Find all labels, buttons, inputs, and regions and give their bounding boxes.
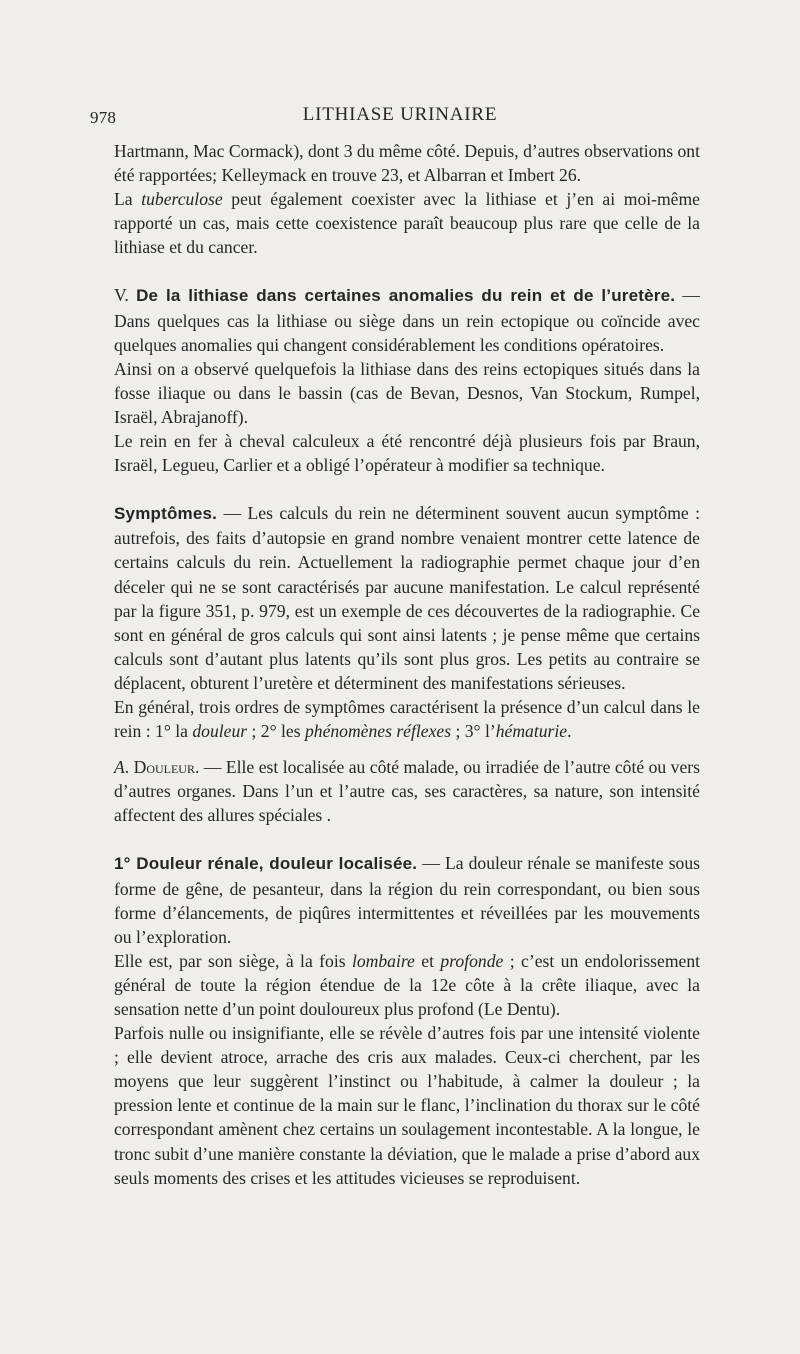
italic-term: douleur xyxy=(192,721,248,742)
italic-term: lombaire xyxy=(351,950,415,971)
paragraph-text: Parfois nulle ou insignifiante, elle se révèle d’autres fois par une intensité violente ; elle devient atroce, arrache des cris aux malades. Ceux-ci cherchent, par les moyens que leur suggèrent l’instinct ou l’habitude, à calmer la douleur ; la pression lente et continue de la main sur le flanc, l’inclination du thorax sur le côté correspondant amènent chez certains un soulagement incontestable. A la longue, le tronc subit d’une manière constante la déviation, que le malade a prise d’abord aux seuls moments des crises et les attitudes vicieuses se reproduisent. xyxy=(114,1023,700,1188)
paragraph-text: Elle est, par son siège, à la fois xyxy=(114,950,352,971)
paragraph-text: Ainsi on a observé quelquefois la lithiase dans des reins ectopiques situés dans la fosse iliaque ou dans le bassin (cas de Bevan, Desnos, Van Stockum, Rumpel, Israël, Abrajanoff). xyxy=(114,358,700,427)
italic-term: profonde xyxy=(440,950,504,971)
paragraph-observations xyxy=(114,139,700,187)
section-douleur-renale xyxy=(114,851,700,948)
paragraph-text: En général, trois ordres de symptômes caractérisent la présence d’un calcul dans le rein : 1° la xyxy=(114,696,700,742)
paragraph-text: — Les calculs du rein ne déterminent souvent aucun symptôme : autrefois, des faits d’autopsie en grand nombre venaient montrer cette latence de certains calculs du rein. Actuellement la radiographie permet chaque jour d’en déceler qui ne se sont caractérisés par aucune manifestation. Le calcul représenté par la figure 351, p. 979, est un exemple de ces découvertes de la radiographie. Ce sont en général de gros calculs qui sont ainsi latents ; je pense même que certains calculs sont d’autant plus latents qu’ils sont plus gros. Les petits au contraire se déplacent, obturent l’uretère et déterminent des manifestations sérieuses. xyxy=(114,503,700,693)
paragraph-gap xyxy=(114,827,700,851)
paragraph-text: — La douleur rénale se manifeste sous forme de gêne, de pesanteur, dans la région du rein correspondant, ou bien sous forme d’élancements, de piqûres intermittentes et réveillées par les mouvements ou l’exploration. xyxy=(114,853,700,947)
section-heading: Symptômes. xyxy=(114,504,218,524)
paragraph-text: — Elle est localisée au côté malade, ou irradiée de l’autre côté ou vers d’autres organes. Dans l’un et l’autre cas, ses caractères, sa nature, son intensité affectent des allures spéciales . xyxy=(114,757,700,826)
section-letter: A xyxy=(114,757,125,778)
italic-term: hématurie xyxy=(495,721,568,742)
italic-term: phénomènes réflexes xyxy=(304,721,452,742)
paragraph-text: ; 2° les xyxy=(247,721,305,742)
paragraph-horseshoe xyxy=(114,429,700,477)
paragraph-text: ; 3° l’ xyxy=(451,721,496,742)
paragraph-text: peut également coexister avec la lithiase et j’en ai moi-même rapporté un cas, mais cette coexistence paraît beaucoup plus rare que celle de la lithiase et du cancer. xyxy=(114,189,700,258)
section-v-anomalies xyxy=(114,283,700,356)
paragraph-text: Le rein en fer à cheval calculeux a été rencontré déjà plusieurs fois par Braun, Israël, Legueu, Carlier et a obligé l’opérateur à modifier sa technique. xyxy=(114,431,700,476)
paragraph-ectopic xyxy=(114,357,700,429)
body-text xyxy=(114,139,700,1190)
section-number: V. xyxy=(114,285,137,306)
paragraph-text: La xyxy=(114,189,142,210)
paragraph-siege xyxy=(114,949,700,1021)
section-heading: De la lithiase dans certaines anomalies du rein et de l’uretère. xyxy=(136,286,676,306)
paragraph-text: ; c’est un endolorissement général de toute la région étendue de la 12e côte à la crête iliaque, avec la sensation nette d’un point douloureux plus profond (Le Dentu). xyxy=(114,950,700,1019)
running-title: LITHIASE URINAIRE xyxy=(302,104,498,125)
section-heading: 1° Douleur rénale, douleur localisée. xyxy=(114,854,418,874)
paragraph-text: et xyxy=(414,950,441,971)
paragraph-gap xyxy=(114,743,700,755)
section-symptomes xyxy=(114,501,700,695)
paragraph-intensite xyxy=(114,1021,700,1190)
section-a-douleur xyxy=(114,755,700,827)
paragraph-text: Hartmann, Mac Cormack), dont 3 du même côté. Depuis, d’autres observations ont été rapportées; Kelleymack en trouve 23, et Albarran et Imbert 26. xyxy=(114,141,700,186)
paragraph-three-orders xyxy=(114,695,700,743)
paragraph-gap xyxy=(114,259,700,283)
italic-term: tuberculose xyxy=(141,189,223,210)
paragraph-text: — Dans quelques cas la lithiase ou siège dans un rein ectopique ou coïncide avec quelques anomalies qui changent considérablement les conditions opératoires. xyxy=(114,285,701,355)
paragraph-text: . xyxy=(567,721,572,742)
page-header xyxy=(0,104,800,134)
page-number: 978 xyxy=(90,108,117,127)
paragraph-tuberculose xyxy=(114,187,700,259)
paragraph-gap xyxy=(114,477,700,501)
section-label: . Douleur. xyxy=(124,757,200,778)
